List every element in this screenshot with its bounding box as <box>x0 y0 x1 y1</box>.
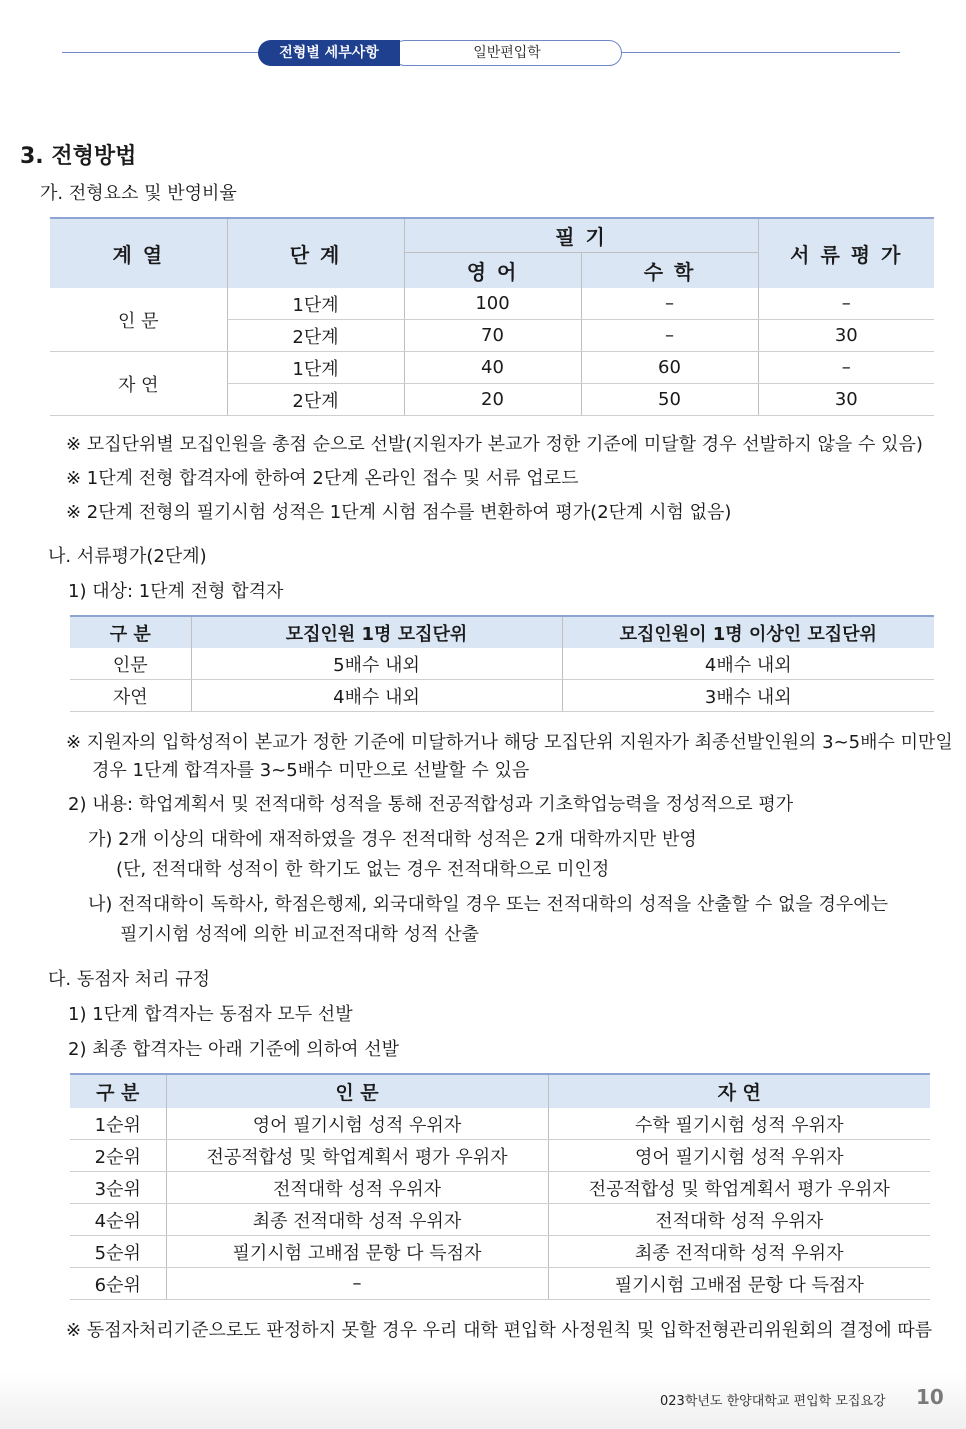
t3-cell: 영어 필기시험 성적 우위자 <box>548 1140 930 1172</box>
note-c: ※ 동점자처리기준으로도 판정하지 못할 경우 우리 대학 편입학 사정원칙 및 입학전형관리위원회의 결정에 따름 <box>66 1320 933 1341</box>
note-b-line2: 경우 1단계 합격자를 3~5배수 미만으로 선발할 수 있음 <box>92 760 530 781</box>
note-a-3: ※ 2단계 전형의 필기시험 성적은 1단계 시험 점수를 변환하여 평가(2단계 시험 없음) <box>66 502 732 523</box>
header-stage: 단 계 <box>227 218 404 288</box>
t2-cell: 4배수 내외 <box>191 680 562 712</box>
english-cell: 40 <box>404 352 581 384</box>
b-na-line2: 필기시험 성적에 의한 비교전적대학 성적 산출 <box>120 924 479 945</box>
t3-cell: 최종 전적대학 성적 우위자 <box>548 1236 930 1268</box>
stage-cell: 1단계 <box>227 352 404 384</box>
note-a-2: ※ 1단계 전형 합격자에 한하여 2단계 온라인 접수 및 서류 업로드 <box>66 468 579 489</box>
math-cell: 50 <box>581 384 758 416</box>
docs-cell: 30 <box>758 384 934 416</box>
t3-cell: 4순위 <box>70 1204 166 1236</box>
t3-cell: 1순위 <box>70 1108 166 1140</box>
header-line-right <box>620 52 900 53</box>
table-row <box>70 1108 930 1140</box>
t2-cell: 자연 <box>70 680 191 712</box>
t3-header-rank: 구 분 <box>70 1074 166 1108</box>
english-cell: 70 <box>404 320 581 352</box>
header-series: 계 열 <box>50 218 227 288</box>
c-1: 1) 1단계 합격자는 동점자 모두 선발 <box>68 1004 353 1025</box>
t3-cell: 필기시험 고배점 문항 다 득점자 <box>548 1268 930 1300</box>
t3-cell: 2순위 <box>70 1140 166 1172</box>
t3-cell: 전공적합성 및 학업계획서 평가 우위자 <box>548 1172 930 1204</box>
t2-header-category: 구 분 <box>70 616 191 648</box>
t2-cell: 4배수 내외 <box>562 648 934 680</box>
docs-cell: – <box>758 352 934 384</box>
note-b-line1: ※ 지원자의 입학성적이 본교가 정한 기준에 미달하거나 해당 모집단위 지원자가 최종선발인원의 3~5배수 미만일 <box>66 732 953 753</box>
t3-cell: 최종 전적대학 성적 우위자 <box>166 1204 548 1236</box>
table-row <box>50 288 934 320</box>
t2-cell: 3배수 내외 <box>562 680 934 712</box>
t3-cell: 6순위 <box>70 1268 166 1300</box>
subsection-c-title: 다. 동점자 처리 규정 <box>48 969 210 990</box>
header-line-left <box>62 52 258 53</box>
b-na-line1: 나) 전적대학이 독학사, 학점은행제, 외국대학일 경우 또는 전적대학의 성적을 산출할 수 없을 경우에는 <box>88 894 889 915</box>
subsection-a-title: 가. 전형요소 및 반영비율 <box>40 183 237 204</box>
stage-cell: 2단계 <box>227 320 404 352</box>
b-ga-line1: 가) 2개 이상의 대학에 재적하였을 경우 전적대학 성적은 2개 대학까지만 반영 <box>88 829 697 850</box>
note-a-1: ※ 모집단위별 모집인원을 총점 순으로 선발(지원자가 본교가 정한 기준에 미달할 경우 선발하지 않을 수 있음) <box>66 434 923 455</box>
t3-cell: 전공적합성 및 학업계획서 평가 우위자 <box>166 1140 548 1172</box>
table-row <box>70 1236 930 1268</box>
section-title: 3. 전형방법 <box>20 144 137 169</box>
series-natural: 자 연 <box>50 352 227 416</box>
selection-ratio-table <box>50 217 934 416</box>
table-row <box>70 1268 930 1300</box>
header-math: 수 학 <box>581 253 758 289</box>
b-ga-line2: (단, 전적대학 성적이 한 학기도 없는 경우 전적대학으로 미인정 <box>116 859 610 880</box>
subsection-b-title: 나. 서류평가(2단계) <box>48 546 207 567</box>
t2-header-one: 모집인원 1명 모집단위 <box>191 616 562 648</box>
math-cell: – <box>581 320 758 352</box>
docs-cell: 30 <box>758 320 934 352</box>
series-humanities: 인 문 <box>50 288 227 352</box>
t3-cell: 필기시험 고배점 문항 다 득점자 <box>166 1236 548 1268</box>
t3-cell: 수학 필기시험 성적 우위자 <box>548 1108 930 1140</box>
table-row <box>70 1172 930 1204</box>
footer-title: 023학년도 한양대학교 편입학 모집요강 <box>660 1394 886 1409</box>
math-cell: 60 <box>581 352 758 384</box>
math-cell: – <box>581 288 758 320</box>
t2-cell: 인문 <box>70 648 191 680</box>
t3-cell: 5순위 <box>70 1236 166 1268</box>
t2-cell: 5배수 내외 <box>191 648 562 680</box>
header-docs: 서 류 평 가 <box>758 218 934 288</box>
page-number: 10 <box>916 1385 944 1409</box>
english-cell: 100 <box>404 288 581 320</box>
b-content: 2) 내용: 학업계획서 및 전적대학 성적을 통해 전공적합성과 기초학업능력을 정성적으로 평가 <box>68 794 794 815</box>
table-row <box>70 1204 930 1236</box>
c-2: 2) 최종 합격자는 아래 기준에 의하여 선발 <box>68 1039 400 1060</box>
table-row <box>70 680 934 712</box>
stage-cell: 1단계 <box>227 288 404 320</box>
stage-cell: 2단계 <box>227 384 404 416</box>
t3-header-humanities: 인 문 <box>166 1074 548 1108</box>
tiebreak-table <box>70 1073 930 1300</box>
english-cell: 20 <box>404 384 581 416</box>
header-written: 필 기 <box>404 218 758 253</box>
t3-cell: – <box>166 1268 548 1300</box>
b-target: 1) 대상: 1단계 전형 합격자 <box>68 581 284 602</box>
docs-cell: – <box>758 288 934 320</box>
t3-cell: 영어 필기시험 성적 우위자 <box>166 1108 548 1140</box>
header-english: 영 어 <box>404 253 581 289</box>
t3-header-natural: 자 연 <box>548 1074 930 1108</box>
table-row <box>50 352 934 384</box>
table-row <box>70 648 934 680</box>
t3-cell: 3순위 <box>70 1172 166 1204</box>
header-tab-details[interactable]: 전형별 세부사항 <box>258 40 400 66</box>
header-tab-general-transfer[interactable]: 일반편입학 <box>392 40 622 66</box>
table-row <box>70 1140 930 1172</box>
t2-header-multi: 모집인원이 1명 이상인 모집단위 <box>562 616 934 648</box>
document-evaluation-table <box>70 615 934 712</box>
t3-cell: 전적대학 성적 우위자 <box>166 1172 548 1204</box>
t3-cell: 전적대학 성적 우위자 <box>548 1204 930 1236</box>
